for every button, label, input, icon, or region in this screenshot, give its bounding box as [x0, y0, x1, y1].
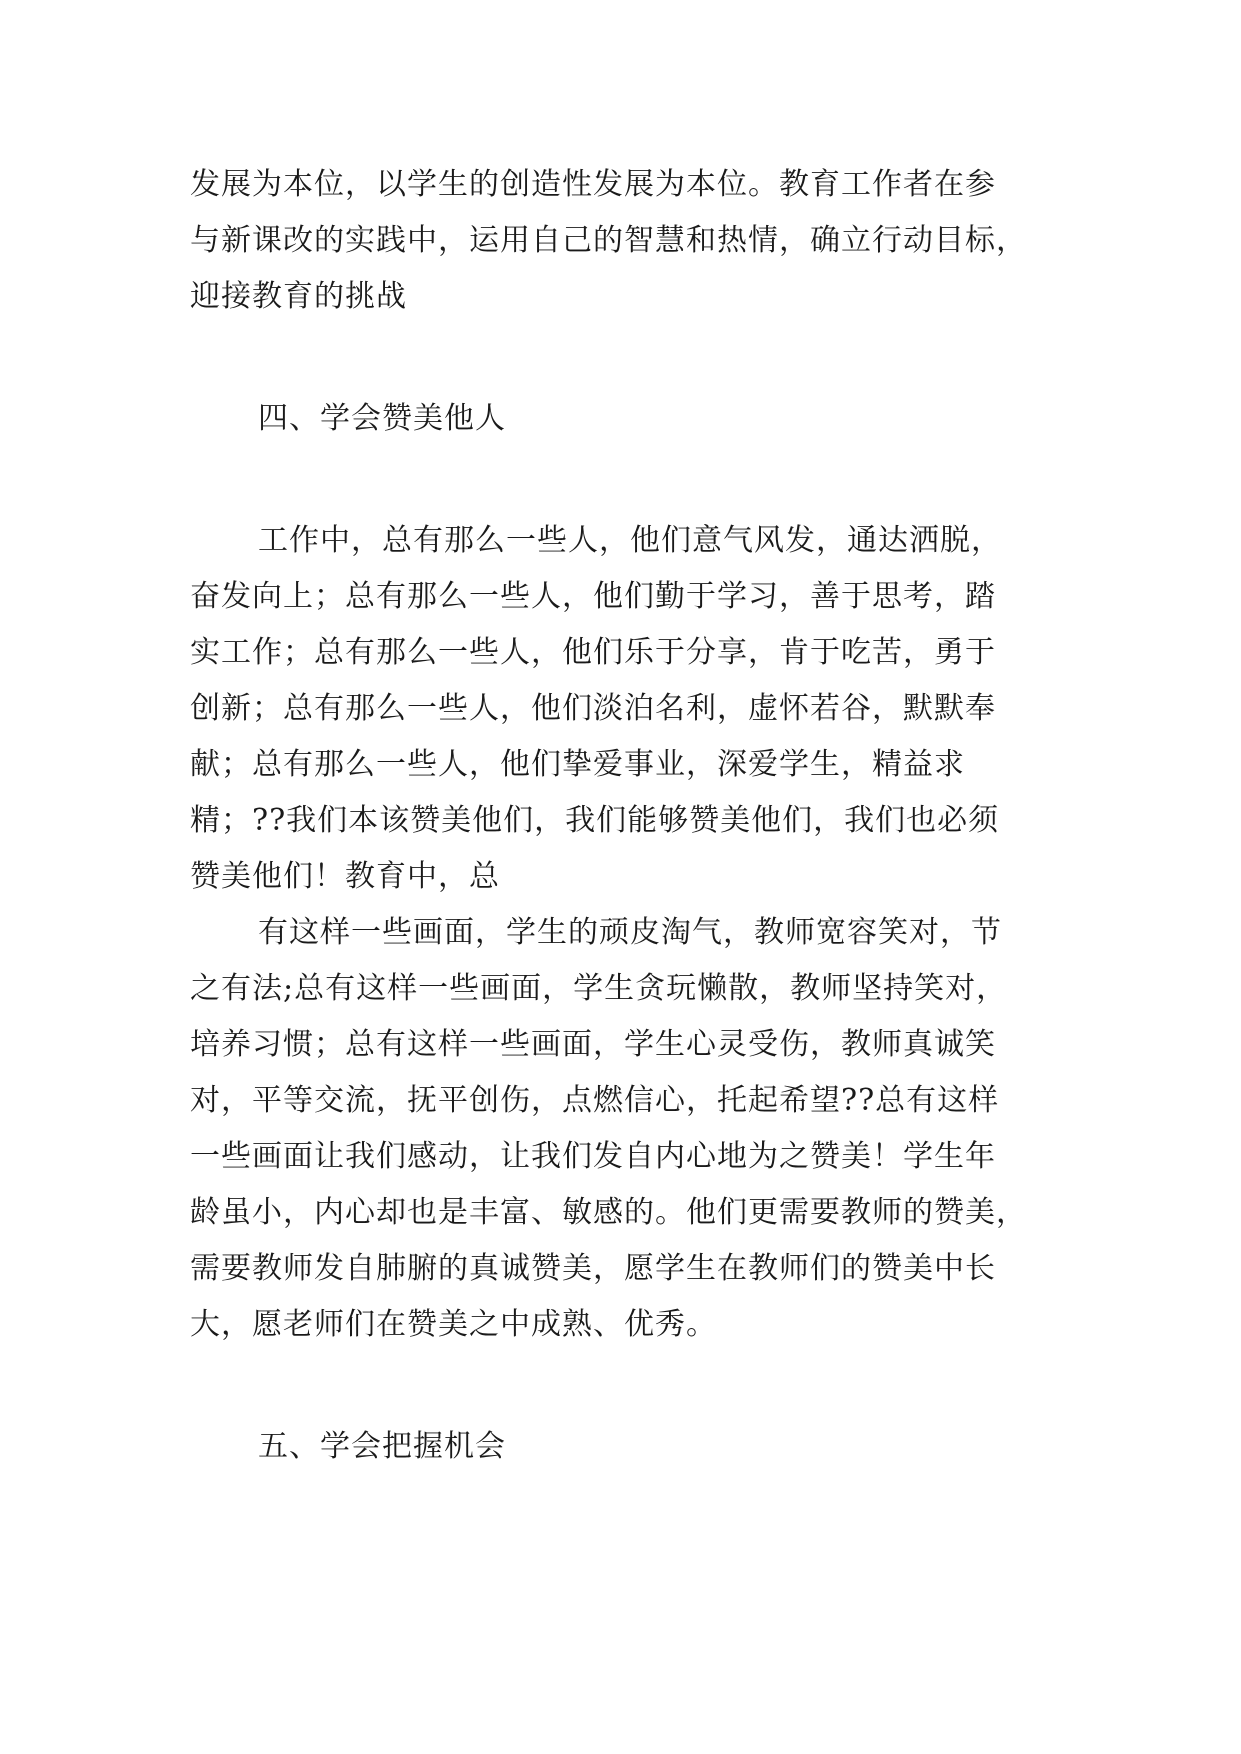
paragraph-3-line-1: 有这样一些画面，学生的顽皮淘气，教师宽容笑对，节: [258, 915, 1002, 950]
paragraph-2-line-3: 实工作；总有那么一些人，他们乐于分享，肯于吃苦，勇于: [190, 635, 996, 670]
paragraph-2-line-7: 赞美他们！教育中，总: [190, 859, 500, 894]
paragraph-2-line-5: 献；总有那么一些人，他们挚爱事业，深爱学生，精益求: [190, 747, 965, 782]
paragraph-3-line-3: 培养习惯；总有这样一些画面，学生心灵受伤，教师真诚笑: [190, 1027, 996, 1062]
paragraph-1-line-3: 迎接教育的挑战: [190, 279, 407, 314]
section-heading-4: 四、学会赞美他人: [258, 401, 506, 436]
paragraph-3-line-8: 大，愿老师们在赞美之中成熟、优秀。: [190, 1307, 717, 1342]
paragraph-3-line-4: 对，平等交流，抚平创伤，点燃信心，托起希望??总有这样: [190, 1083, 1000, 1118]
section-heading-5: 五、学会把握机会: [258, 1429, 506, 1464]
paragraph-3-line-2: 之有法;总有这样一些画面，学生贪玩懒散，教师坚持笑对，: [190, 971, 1008, 1006]
paragraph-3-line-6: 龄虽小，内心却也是丰富、敏感的。他们更需要教师的赞美，: [190, 1195, 1027, 1230]
paragraph-2-line-2: 奋发向上；总有那么一些人，他们勤于学习，善于思考，踏: [190, 579, 996, 614]
paragraph-1-line-2: 与新课改的实践中，运用自己的智慧和热情，确立行动目标，: [190, 223, 1027, 258]
paragraph-2-line-4: 创新；总有那么一些人，他们淡泊名利，虚怀若谷，默默奉: [190, 691, 996, 726]
paragraph-1-line-1: 发展为本位，以学生的创造性发展为本位。教育工作者在参: [190, 167, 996, 202]
paragraph-3-line-5: 一些画面让我们感动，让我们发自内心地为之赞美！学生年: [190, 1139, 996, 1174]
paragraph-3-line-7: 需要教师发自肺腑的真诚赞美，愿学生在教师们的赞美中长: [190, 1251, 996, 1286]
paragraph-2-line-1: 工作中，总有那么一些人，他们意气风发，通达洒脱，: [258, 523, 1002, 558]
paragraph-2-line-6: 精；??我们本该赞美他们，我们能够赞美他们，我们也必须: [190, 803, 1000, 838]
